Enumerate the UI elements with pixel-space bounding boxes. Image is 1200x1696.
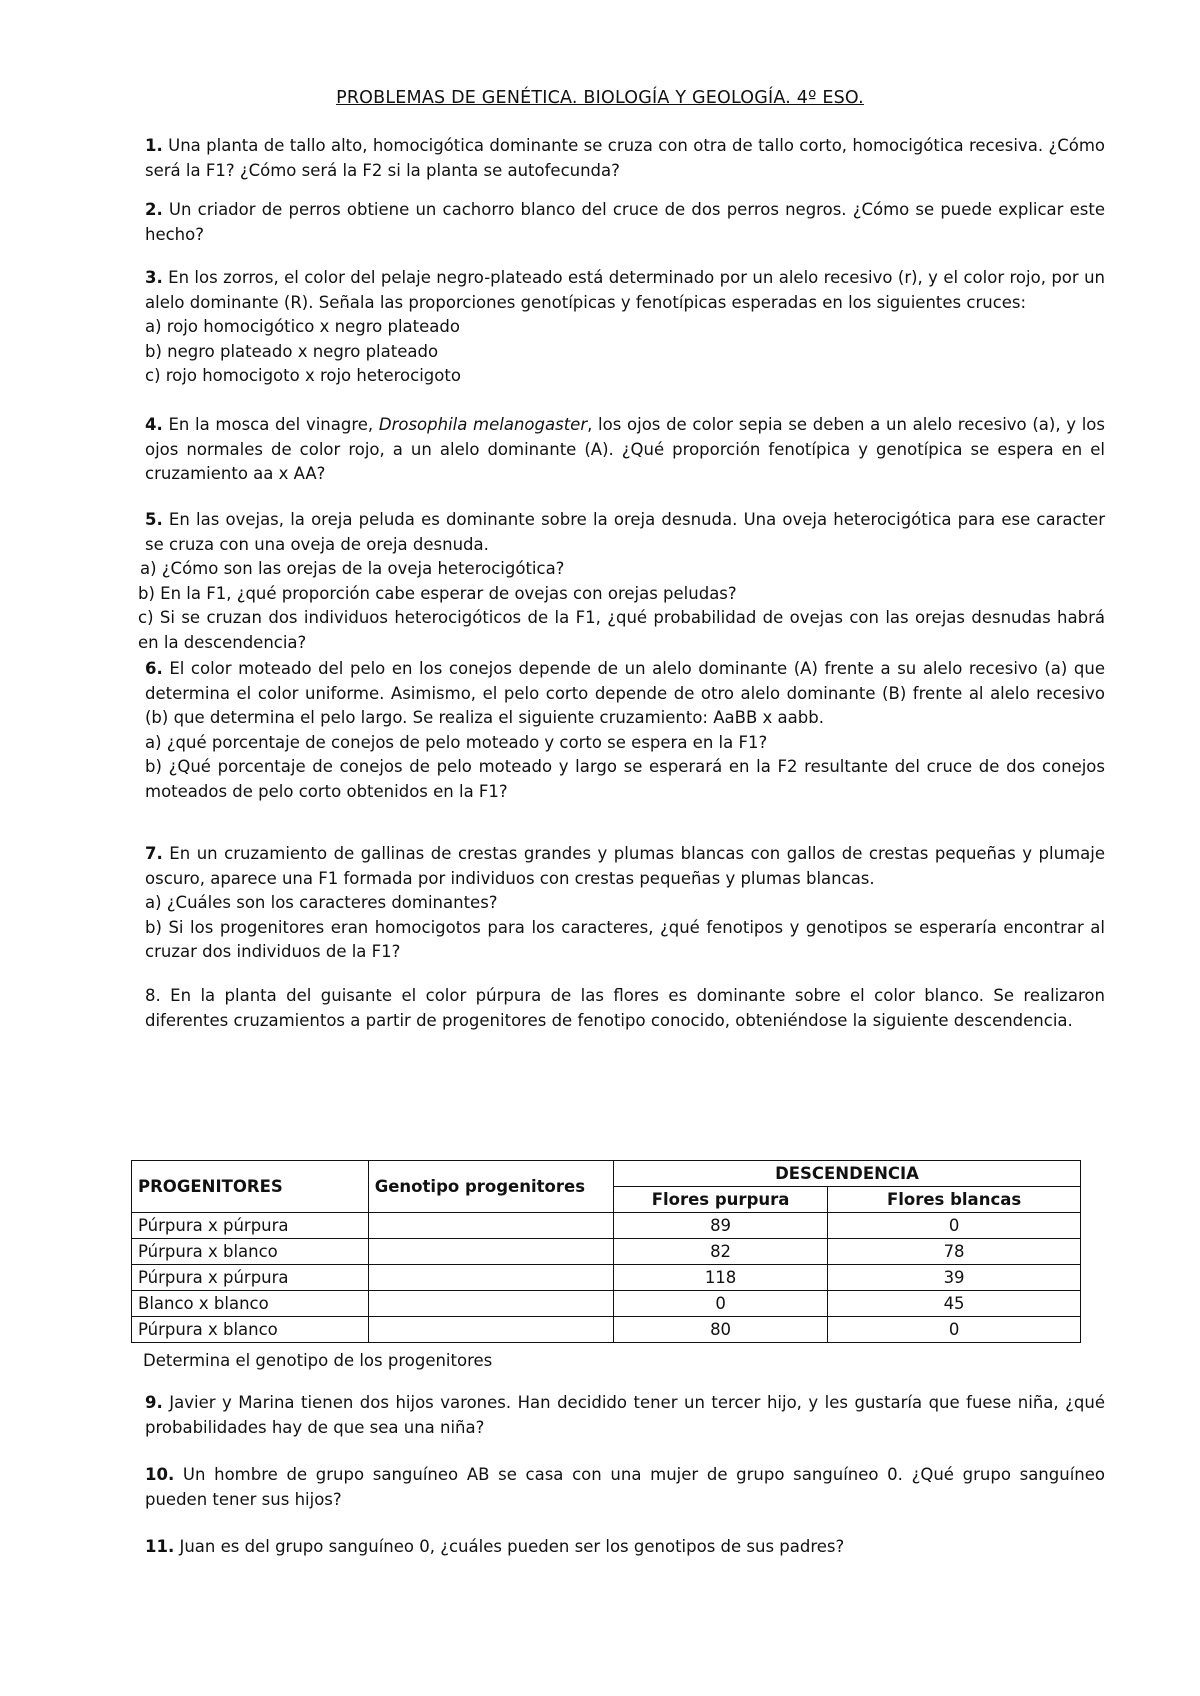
problem-text: Un hombre de grupo sanguíneo AB se casa con una mujer de grupo sanguíneo 0. ¿Qué grupo sanguíneo pueden tener sus hijos? xyxy=(145,1465,1105,1509)
problem-number: 7. xyxy=(145,844,163,863)
problem-text-start: En la mosca del vinagre, xyxy=(162,415,379,434)
cell-genotype xyxy=(368,1265,613,1291)
problem-number: 5. xyxy=(145,510,163,529)
header-descendencia: DESCENDENCIA xyxy=(614,1161,1081,1187)
problem-2 xyxy=(145,198,1105,247)
cell-cross: Blanco x blanco xyxy=(132,1291,369,1317)
problem-4 xyxy=(145,413,1105,487)
problem-number: 11. xyxy=(145,1537,175,1556)
cell-cross: Púrpura x púrpura xyxy=(132,1265,369,1291)
problem-5 xyxy=(138,508,1105,655)
offspring-table xyxy=(131,1160,1081,1343)
cell-genotype xyxy=(368,1317,613,1343)
problem-7-option-a: a) ¿Cuáles son los caracteres dominantes? xyxy=(145,893,498,912)
cell-genotype xyxy=(368,1291,613,1317)
problem-number: 9. xyxy=(145,1393,163,1412)
cell-white: 0 xyxy=(828,1213,1081,1239)
table-row xyxy=(132,1239,1081,1265)
problem-3-option-a: a) rojo homocigótico x negro plateado xyxy=(145,317,460,336)
problem-text: Una planta de tallo alto, homocigótica dominante se cruza con otra de tallo corto, homocigótica recesiva. ¿Cómo será la F1? ¿Cómo será la F2 si la planta se autofecunda? xyxy=(145,136,1105,180)
cell-purple: 118 xyxy=(614,1265,828,1291)
cell-purple: 80 xyxy=(614,1317,828,1343)
problem-text: En un cruzamiento de gallinas de crestas grandes y plumas blancas con gallos de crestas pequeñas y plumaje oscuro, aparece una F1 formada por individuos con crestas pequeñas y plumas blancas. xyxy=(145,844,1105,888)
cell-genotype xyxy=(368,1213,613,1239)
table-note: Determina el genotipo de los progenitores xyxy=(143,1351,493,1370)
cell-white: 0 xyxy=(828,1317,1081,1343)
header-flores-blancas: Flores blancas xyxy=(828,1187,1081,1213)
problem-number: 10. xyxy=(145,1465,175,1484)
table-header-row xyxy=(132,1161,1081,1187)
species-name: Drosophila melanogaster xyxy=(378,415,588,434)
problem-3 xyxy=(145,266,1105,389)
header-flores-purpura: Flores purpura xyxy=(614,1187,828,1213)
cell-white: 78 xyxy=(828,1239,1081,1265)
table-row xyxy=(132,1291,1081,1317)
header-genotipo: Genotipo progenitores xyxy=(368,1161,613,1213)
problem-number: 3. xyxy=(145,268,163,287)
cell-purple: 0 xyxy=(614,1291,828,1317)
problem-9 xyxy=(145,1391,1105,1440)
table-row xyxy=(132,1265,1081,1291)
problem-8 xyxy=(145,984,1105,1033)
problem-number: 6. xyxy=(145,659,163,678)
problem-text-end: , los ojos de color sepia se deben a un alelo recesivo (a), y los ojos normales de color rojo, a un alelo dominante (A). ¿Qué proporción fenotípica y genotípica se espera en el cruzamiento aa x AA? xyxy=(145,415,1105,483)
problem-3-option-b: b) negro plateado x negro plateado xyxy=(145,341,439,361)
cell-white: 39 xyxy=(828,1265,1081,1291)
problem-1 xyxy=(145,134,1105,183)
problem-5-option-a: a) ¿Cómo son las orejas de la oveja heterocigótica? xyxy=(140,559,565,578)
page-title: PROBLEMAS DE GENÉTICA. BIOLOGÍA Y GEOLOGÍA. 4º ESO. xyxy=(336,88,864,108)
cell-purple: 89 xyxy=(614,1213,828,1239)
problem-6-option-b: b) ¿Qué porcentaje de conejos de pelo moteado y largo se esperará en la F2 resultante del cruce de dos conejos moteados de pelo corto obtenidos en la F1? xyxy=(145,757,1105,801)
problem-10 xyxy=(145,1463,1105,1512)
problem-5-option-c: c) Si se cruzan dos individuos heterocigóticos de la F1, ¿qué probabilidad de ovejas con las orejas desnudas habrá en la descendencia? xyxy=(138,608,1105,652)
cell-white: 45 xyxy=(828,1291,1081,1317)
problem-number: 2. xyxy=(145,200,163,219)
problem-text: Un criador de perros obtiene un cachorro blanco del cruce de dos perros negros. ¿Cómo se puede explicar este hecho? xyxy=(145,200,1105,244)
cell-purple: 82 xyxy=(614,1239,828,1265)
header-progenitores: PROGENITORES xyxy=(132,1161,369,1213)
problem-text: En las ovejas, la oreja peluda es dominante sobre la oreja desnuda. Una oveja heterocigótica para ese caracter se cruza con una oveja de oreja desnuda. xyxy=(145,510,1105,554)
problem-7-option-b: b) Si los progenitores eran homocigotos para los caracteres, ¿qué fenotipos y genotipos se esperaría encontrar al cruzar dos individuos de la F1? xyxy=(145,917,1105,961)
problem-11 xyxy=(145,1535,1105,1560)
problem-text: En los zorros, el color del pelaje negro-plateado está determinado por un alelo recesivo (r), y el color rojo, por un alelo dominante (R). Señala las proporciones genotípicas y fenotípicas esperadas en los siguientes cruces: xyxy=(145,268,1105,312)
cell-cross: Púrpura x blanco xyxy=(132,1239,369,1265)
problem-5-option-b: b) En la F1, ¿qué proporción cabe esperar de ovejas con orejas peludas? xyxy=(138,583,737,603)
table-row xyxy=(132,1317,1081,1343)
cell-genotype xyxy=(368,1239,613,1265)
table-row xyxy=(132,1213,1081,1239)
problem-text: 8. En la planta del guisante el color púrpura de las flores es dominante sobre el color blanco. Se realizaron diferentes cruzamientos a partir de progenitores de fenotipo conocido, obteniéndose la siguiente descendencia. xyxy=(145,986,1105,1030)
cell-cross: Púrpura x blanco xyxy=(132,1317,369,1343)
problem-6 xyxy=(145,657,1105,804)
problem-text: Juan es del grupo sanguíneo 0, ¿cuáles pueden ser los genotipos de sus padres? xyxy=(174,1537,845,1556)
cell-cross: Púrpura x púrpura xyxy=(132,1213,369,1239)
problem-text: Javier y Marina tienen dos hijos varones. Han decidido tener un tercer hijo, y les gustaría que fuese niña, ¿qué probabilidades hay de que sea una niña? xyxy=(145,1393,1105,1437)
problem-7 xyxy=(145,842,1105,965)
problem-number: 1. xyxy=(145,136,163,155)
problem-text: El color moteado del pelo en los conejos depende de un alelo dominante (A) frente a su alelo recesivo (a) que determina el color uniforme. Asimismo, el pelo corto depende de otro alelo dominante (B) frente al alelo recesivo (b) que determina el pelo largo. Se realiza el siguiente cruzamiento: AaBB x aabb. xyxy=(145,659,1105,727)
problem-number: 4. xyxy=(145,415,163,434)
problem-3-option-c: c) rojo homocigoto x rojo heterocigoto xyxy=(145,366,461,385)
problem-6-option-a: a) ¿qué porcentaje de conejos de pelo moteado y corto se espera en la F1? xyxy=(145,732,768,752)
